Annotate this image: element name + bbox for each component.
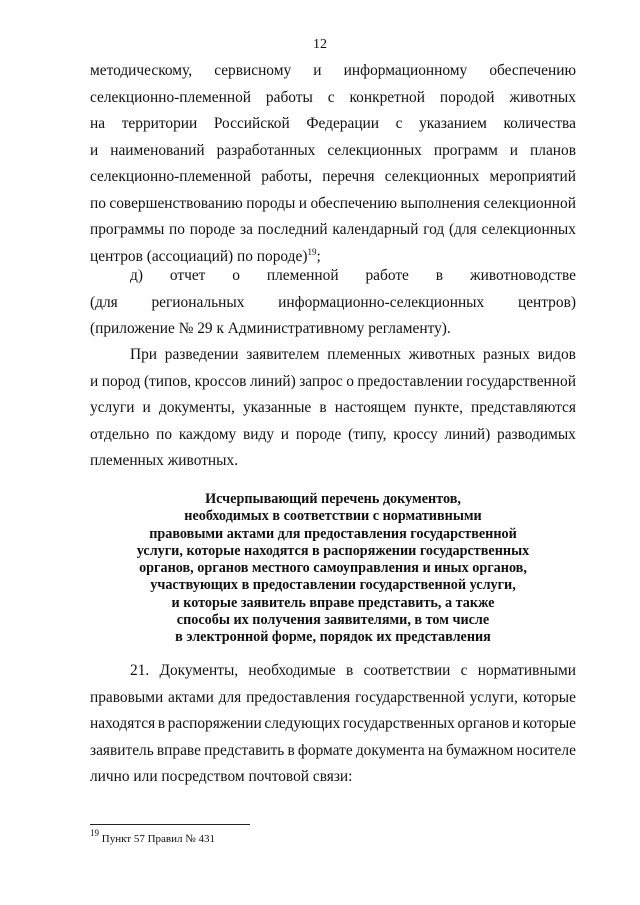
word: количества — [503, 115, 576, 132]
word: последний — [257, 221, 328, 238]
word: наименований — [110, 141, 205, 159]
page-number: 12 — [313, 37, 327, 52]
text-line — [90, 369, 576, 396]
text-line — [90, 138, 576, 165]
word: д) — [130, 267, 143, 284]
word: по — [169, 221, 185, 238]
word: пункте, — [414, 399, 463, 416]
word: селекционно-племенной — [90, 168, 252, 185]
heading-line: в электронной форме, порядок их представления — [175, 629, 491, 646]
word: Федерации — [306, 115, 380, 132]
word: породе — [295, 425, 342, 443]
word: год — [423, 221, 445, 238]
word: в — [287, 741, 295, 759]
heading-line: органов, органов местного самоуправления и иных органов, — [139, 560, 527, 577]
word: сервисному — [214, 62, 292, 79]
word: информационно-селекционных — [278, 293, 485, 311]
text-line — [90, 191, 576, 218]
word: по — [90, 194, 106, 212]
word: в — [435, 267, 444, 284]
word: бумажном — [446, 741, 514, 759]
word: животноводстве — [469, 267, 576, 284]
heading-line: правовыми актами для предоставления государственной — [149, 525, 517, 542]
text-line — [90, 422, 576, 449]
text-line — [90, 342, 576, 369]
word: породы — [246, 194, 296, 212]
text-line-last: (приложение № 29 к Административному регламенту). — [90, 320, 451, 337]
text-line — [90, 85, 576, 112]
word: и — [313, 62, 322, 79]
word: на — [427, 741, 443, 759]
word: в — [319, 399, 327, 416]
word: заявителем — [246, 346, 320, 363]
word: селекционных — [384, 168, 480, 185]
word: с — [460, 662, 468, 679]
word: о — [232, 267, 240, 284]
word: настоящем — [334, 399, 407, 416]
word: животных — [408, 346, 476, 363]
word: формате — [297, 741, 353, 759]
word: разных — [483, 346, 530, 363]
word: При — [130, 346, 158, 363]
word: которые — [522, 688, 576, 706]
word: животных — [509, 88, 576, 106]
word: отчет — [169, 267, 206, 284]
heading-line: и которые заявитель вправе представить, а также — [171, 594, 495, 611]
text-line-last: лично или посредством почтовой связи: — [90, 768, 353, 785]
word: органов — [457, 715, 510, 732]
word: работы — [265, 88, 313, 106]
word: (для — [449, 221, 477, 238]
word: линий) — [249, 372, 296, 390]
word: обеспечению — [310, 194, 398, 212]
word: 21. — [130, 662, 150, 679]
text-line — [90, 164, 576, 191]
word: с — [395, 115, 403, 132]
word: кроссу — [393, 425, 438, 443]
word: нормативными — [477, 662, 576, 679]
footnote-number: 19 — [90, 828, 99, 838]
word: правовыми — [90, 688, 164, 706]
paragraph-21 — [90, 658, 576, 791]
word: государственной — [466, 372, 576, 390]
word: породой — [439, 88, 495, 106]
word: (для — [90, 293, 118, 311]
word: календарный — [332, 221, 419, 238]
word: и — [511, 715, 521, 732]
text-line — [90, 738, 576, 765]
text-line-last: центров (ассоциаций) по породе)$^{19}$; — [90, 246, 321, 265]
word: носителе — [516, 741, 576, 759]
text-line — [90, 290, 576, 317]
word: программ — [433, 141, 498, 159]
text-line — [90, 711, 576, 738]
word: центров) — [517, 293, 576, 311]
word: и — [509, 141, 519, 159]
word: предоставлении — [357, 372, 463, 390]
word: разводимых — [497, 425, 576, 443]
text-line — [90, 658, 576, 685]
word: Российской — [213, 115, 290, 132]
word: видов — [537, 346, 576, 363]
footnote-divider — [90, 824, 250, 825]
word: по — [156, 425, 173, 443]
word: и — [298, 194, 307, 212]
word: государственной — [355, 688, 465, 706]
word: на — [90, 115, 106, 132]
word: пород — [101, 372, 141, 390]
word: документы, — [158, 399, 235, 416]
word: линий) — [444, 425, 491, 443]
word: племенной — [266, 267, 339, 284]
word: совершенствованию — [109, 194, 243, 212]
text-line — [90, 263, 576, 290]
heading-line: участвующих в предоставлении государственной услуги, — [150, 577, 516, 594]
word: селекционных — [481, 221, 576, 238]
word: породе — [189, 221, 236, 238]
word: каждому — [178, 425, 237, 443]
word: региональных — [151, 293, 245, 311]
word: селекционных — [327, 141, 422, 159]
word: перечня — [322, 168, 375, 185]
paragraph-selection-centers — [90, 58, 576, 270]
word: распоряжении — [167, 715, 262, 732]
word: предоставления — [246, 688, 351, 706]
word: актами — [168, 688, 214, 706]
word: работы, — [261, 168, 313, 185]
word: племенных — [327, 346, 402, 363]
text-line — [90, 111, 576, 138]
word: и — [280, 425, 290, 443]
word: отдельно — [90, 425, 150, 443]
word: мероприятий — [489, 168, 576, 185]
word: представляются — [471, 399, 576, 416]
word: которые — [522, 715, 576, 732]
word: селекционной — [483, 194, 576, 212]
heading-line: необходимых в соответствии с нормативными — [184, 508, 482, 525]
word: конкретной — [349, 88, 425, 106]
word: обеспечению — [489, 62, 576, 79]
word: выполнения — [400, 194, 481, 212]
word: программы — [90, 221, 165, 238]
word: запрос — [299, 372, 343, 390]
word: разведении — [164, 346, 239, 363]
word: следующих — [264, 715, 341, 732]
footnote — [90, 828, 215, 846]
heading-line: способы их получения заявителями, в том числе — [176, 612, 490, 629]
word: указанием — [419, 115, 487, 132]
heading-line: Исчерпывающий перечень документов, — [205, 491, 461, 507]
word: Документы, — [159, 662, 239, 679]
word: в — [157, 715, 166, 732]
text-line — [90, 395, 576, 422]
word: с — [327, 88, 335, 106]
word: методическому, — [90, 62, 193, 79]
footnote-reference: 19 — [307, 246, 317, 257]
word: представить — [204, 741, 285, 759]
word: указанные — [242, 399, 312, 416]
word: информационному — [343, 62, 468, 79]
word: за — [239, 221, 253, 238]
word: заявитель — [90, 741, 154, 759]
word: необходимые — [248, 662, 336, 679]
heading-line: услуги, которые находятся в распоряжении государственных — [136, 542, 530, 559]
word: территории — [121, 115, 198, 132]
word: в — [345, 662, 354, 679]
word: находятся — [90, 715, 156, 732]
word: работе — [365, 267, 409, 284]
paragraph-breeding-species — [90, 342, 576, 475]
section-heading — [90, 491, 576, 647]
word: о — [346, 372, 354, 390]
text-line-last: племенных животных. — [90, 452, 239, 469]
text-line — [90, 58, 576, 85]
word: и — [90, 372, 99, 390]
word: услуги — [90, 399, 135, 416]
word: соответствии — [363, 662, 451, 679]
word: услуги, — [469, 688, 518, 706]
item-d-report — [90, 263, 576, 343]
word: кроссов — [194, 372, 247, 390]
word: виду — [242, 425, 275, 443]
word: вправе — [156, 741, 201, 759]
footnote-text: Пункт 57 Правил № 431 — [99, 833, 215, 845]
text-line — [90, 685, 576, 712]
word: селекционно-племенной — [90, 88, 252, 106]
word: документа — [355, 741, 425, 759]
word: для — [218, 688, 242, 706]
word: и — [90, 141, 99, 159]
word: и — [142, 399, 151, 416]
word: планов — [530, 141, 576, 159]
word: разработанных — [216, 141, 316, 159]
word: государственных — [343, 715, 455, 732]
text-line — [90, 217, 576, 244]
word: (типов, — [143, 372, 192, 390]
word: (типу, — [348, 425, 387, 443]
